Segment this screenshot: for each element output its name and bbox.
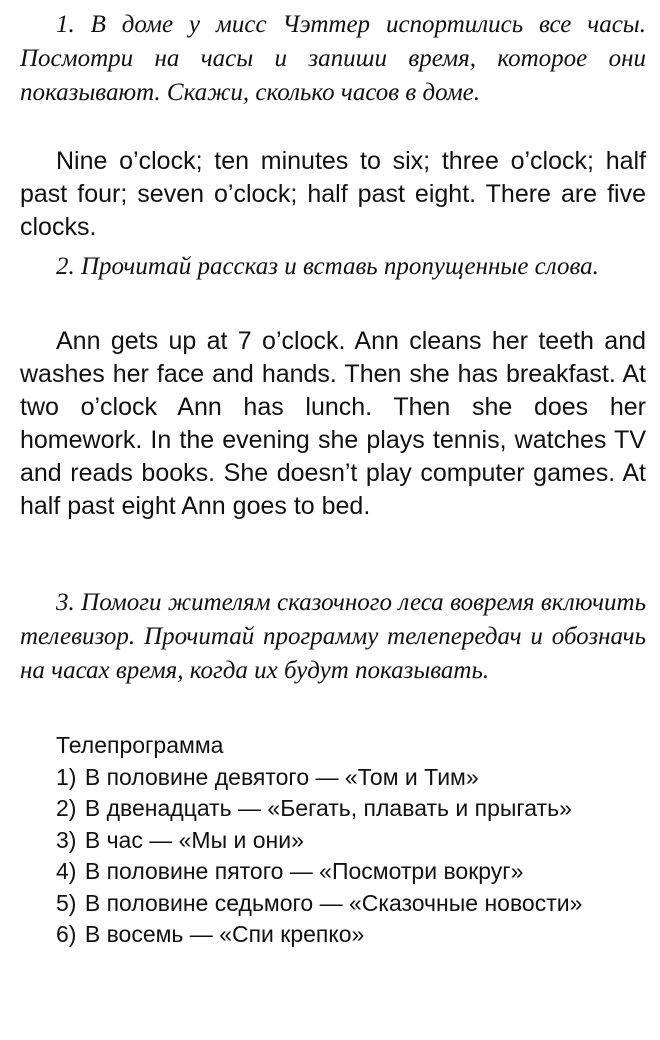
- item-text: В восемь — «Спи крепко»: [84, 921, 365, 947]
- task-2-answer: Ann gets up at 7 o’clock. Ann cleans her teeth and washes her face and hands. Then she has breakfast. At two o’clock Ann has lunch. Then she does her homework. In the evening she plays tennis, watches TV and reads books. She doesn’t play computer games. At half past eight Ann goes to bed.: [20, 327, 646, 520]
- task-2-prompt: 2. Прочитай рассказ и вставь пропущенные слова.: [56, 253, 599, 280]
- item-text: В половине девятого — «Том и Тим»: [84, 763, 479, 790]
- tv-program-title: Телепрограмма: [56, 732, 224, 758]
- item-number: 6): [56, 921, 77, 947]
- item-number: 1): [56, 763, 77, 790]
- tv-program: [56, 730, 646, 951]
- item-number: 4): [56, 858, 77, 884]
- item-number: 5): [56, 889, 77, 916]
- task-1-prompt: 1. В доме у мисс Чэттер испортились все часы. Посмотри на часы и запиши время, которое они показывают. Скажи, сколько часов в доме.: [20, 11, 646, 106]
- item-text: В час — «Мы и они»: [84, 826, 304, 853]
- task-1-answer: Nine o’clock; ten minutes to six; three o’clock; half past four; seven o’clock; half past eight. There are five clocks.: [20, 147, 646, 241]
- tv-program-item: [56, 762, 646, 794]
- tv-program-list: [56, 762, 646, 951]
- tv-program-item: [56, 856, 646, 888]
- item-text: В половине пятого — «Посмотри вокруг»: [84, 858, 524, 884]
- item-number: 2): [56, 795, 77, 821]
- tv-program-item: [56, 919, 646, 951]
- tv-program-item: [56, 793, 646, 825]
- tv-program-item: [56, 825, 646, 857]
- item-text: В половине седьмого — «Сказочные новости»: [84, 889, 583, 916]
- tv-program-item: [56, 888, 646, 920]
- item-number: 3): [56, 826, 77, 853]
- item-text: В двенадцать — «Бегать, плавать и прыгать»: [84, 795, 572, 821]
- task-3-prompt: 3. Помоги жителям сказочного леса вовремя включить телевизор. Прочитай программу телепередач и обозначь на часах время, когда их будут показывать.: [20, 589, 646, 684]
